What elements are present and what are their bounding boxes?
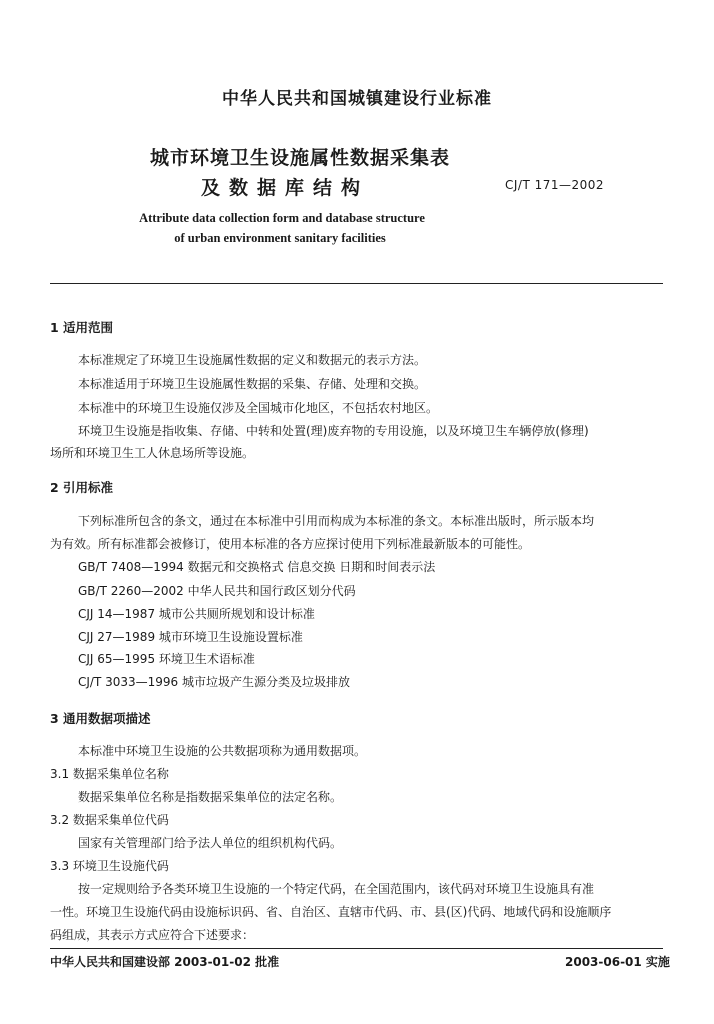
header-divider [50,283,663,284]
document-title-line2: 及数据库结构 [200,177,369,199]
section-3-3-heading: 3.3 环境卫生设施代码 [50,859,169,873]
section-3-2-heading: 3.2 数据采集单位代码 [50,813,169,827]
english-title-line2: of urban environment sanitary facilities [174,231,386,245]
section-2-heading: 2 引用标准 [50,480,114,495]
reference-item: GB/T 7408—1994 数据元和交换格式 信息交换 日期和时间表示法 [78,560,436,574]
section-3-3-text-a: 按一定规则给予各类环境卫生设施的一个特定代码，在全国范围内，该代码对环境卫生设施具有准 [78,882,595,896]
section-1-para-2: 本标准适用于环境卫生设施属性数据的采集、存储、处理和交换。 [78,377,427,391]
footer-divider [50,948,663,949]
reference-item: CJJ 65—1995 环境卫生术语标准 [78,652,255,666]
implementation-date: 2003-06-01 实施 [565,955,670,969]
section-3-1-text: 数据采集单位名称是指数据采集单位的法定名称。 [78,790,343,804]
section-3-1-heading: 3.1 数据采集单位名称 [50,767,169,781]
section-2-para-1a: 下列标准所包含的条文，通过在本标准中引用而构成为本标准的条文。本标准出版时，所示版本均 [78,514,595,528]
english-title-line1: Attribute data collection form and database structure [139,211,425,225]
section-3-heading: 3 通用数据项描述 [50,711,151,726]
document-title-line1: 城市环境卫生设施属性数据采集表 [149,147,450,169]
section-1-heading: 1 适用范围 [50,320,114,335]
standard-code: CJ/T 171—2002 [505,178,605,192]
section-3-2-text: 国家有关管理部门给予法人单位的组织机构代码。 [78,836,343,850]
section-3-3-text-b: 一性。环境卫生设施代码由设施标识码、省、自治区、直辖市代码、市、县(区)代码、地域代码和设施顺序 [50,905,612,919]
section-1-para-4b: 场所和环境卫生工人休息场所等设施。 [50,446,255,460]
reference-item: GB/T 2260—2002 中华人民共和国行政区划分代码 [78,584,356,598]
reference-item: CJ/T 3033—1996 城市垃圾产生源分类及垃圾排放 [78,675,350,689]
reference-item: CJJ 14—1987 城市公共厕所规划和设计标准 [78,607,315,621]
section-1-para-3: 本标准中的环境卫生设施仅涉及全国城市化地区，不包括农村地区。 [78,401,439,415]
reference-item: CJJ 27—1989 城市环境卫生设施设置标准 [78,630,303,644]
section-1-para-4a: 环境卫生设施是指收集、存储、中转和处置(理)废弃物的专用设施，以及环境卫生车辆停放(修理) [78,424,589,438]
approval-date: 中华人民共和国建设部 2003-01-02 批准 [50,955,280,969]
section-3-para-1: 本标准中环境卫生设施的公共数据项称为通用数据项。 [78,744,367,758]
section-2-para-1b: 为有效。所有标准都会被修订，使用本标准的各方应探讨使用下列标准最新版本的可能性。 [50,537,531,551]
section-1-para-1: 本标准规定了环境卫生设施属性数据的定义和数据元的表示方法。 [78,353,427,367]
section-3-3-text-c: 码组成，其表示方式应符合下述要求： [50,928,255,942]
standard-org-title: 中华人民共和国城镇建设行业标准 [222,89,492,109]
